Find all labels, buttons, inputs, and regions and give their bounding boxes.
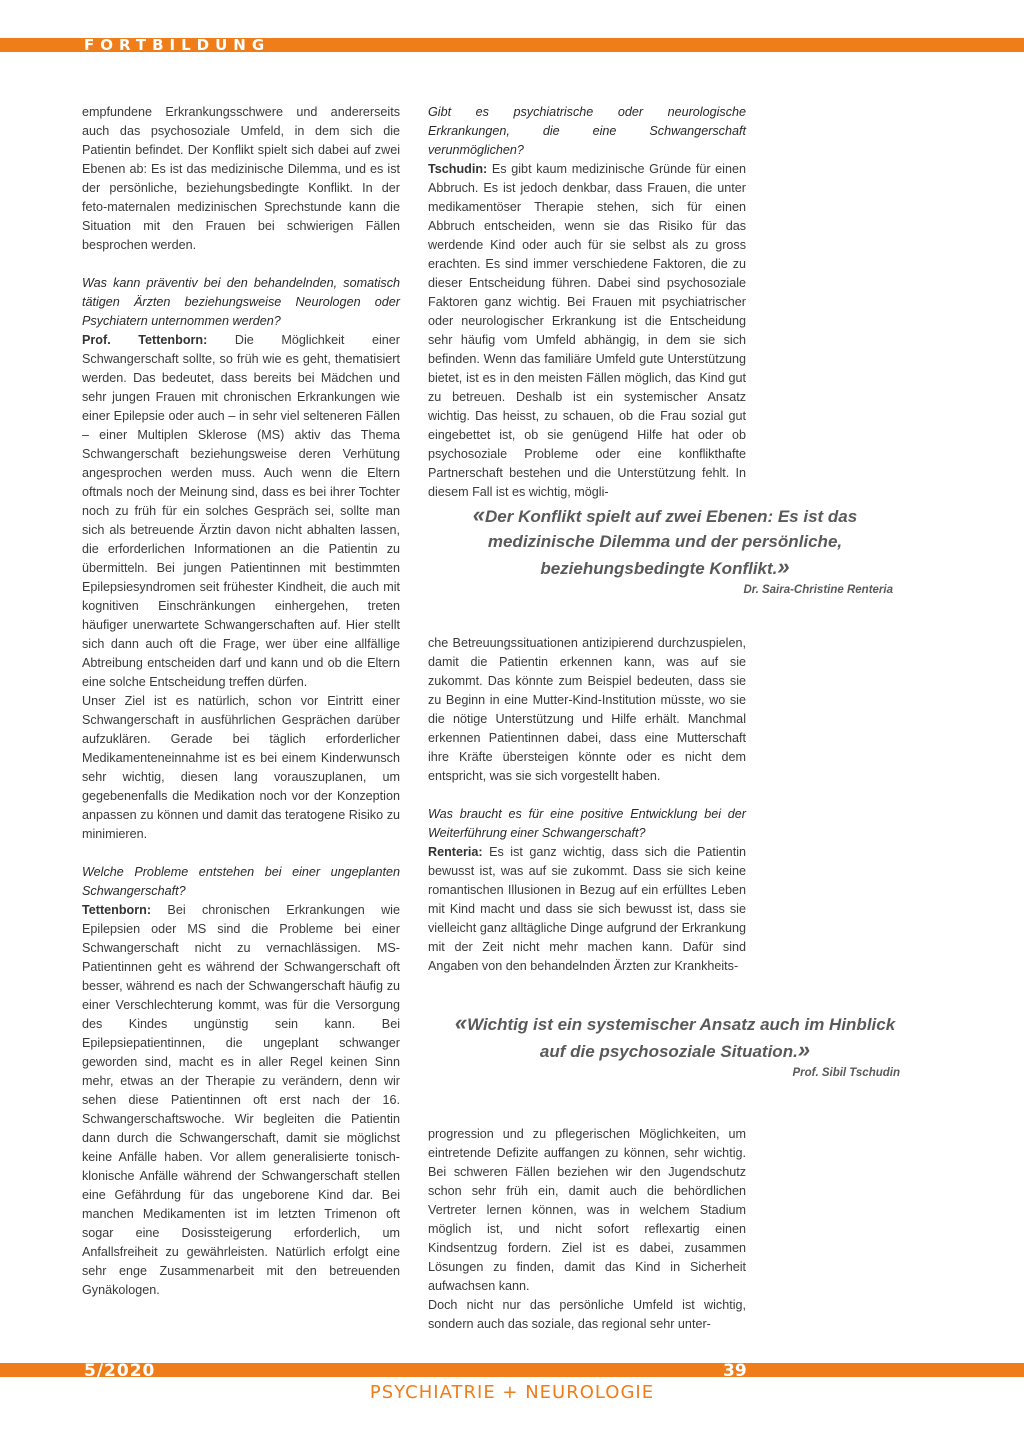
quote-open-mark: « — [472, 502, 486, 527]
journal-name: PSYCHIATRIE + NEUROLOGIE — [369, 1382, 655, 1403]
speaker-label: Prof. Tettenborn: — [82, 333, 208, 347]
right-column-bottom — [428, 1125, 746, 1334]
question-4: Was braucht es für eine positive Entwicklung bei der Weiterführung einer Schwangerschaft? — [428, 807, 746, 840]
pull-quote-2 — [440, 1010, 910, 1064]
answer-1-text: Die Möglichkeit einer Schwangerschaft sollte, so früh wie es geht, thematisiert werden. Das bedeutet, dass bereits bei Mädchen und sehr jungen Frauen mit chronischen Erkrankungen wie einer Epilepsie oder auch – in sehr viel selteneren Fällen – einer Multiplen Sklerose (MS) aktiv das Thema Schwangerschaft beziehungsweise deren Verhütung angesprochen werden muss. Auch wenn die Eltern oftmals noch der Meinung sind, dass es bei ihrer Tochter noch zu früh für ein solches Gespräch sei, sollte man sich als betreuende Ärztin davon nicht abhalten lassen, die erforderlichen Informationen an die Patientin zu übermitteln. Bei jungen Patientinnen mit bestimmten Epilepsiesyndromen seit frühester Kindheit, die auch mit kognitiven Einschränkungen einhergehen, treten häufiger unerwartete Schwangerschaften auf. Hier stellt sich dann auch oft die Frage, wer über eine allfällige Abtreibung entscheiden darf und kann und ob die Eltern eine solche Entscheidung treffen dürfen. — [82, 333, 400, 689]
speaker-label: Tschudin: — [428, 162, 488, 176]
answer-1 — [82, 331, 400, 692]
answer-3 — [428, 160, 746, 502]
answer-4-continued: progression und zu pflegerischen Möglichkeiten, um eintretende Defizite auffangen zu können, sehr wichtig. Bei schweren Fällen beziehen wir den Jugendschutz schon sehr früh ein, damit auch die behördlichen Vertreter lernen können, was in welchem Stadium möglich ist, und nicht sofort reflexartig einen Kindsentzug fordern. Ziel ist es dabei, zusammen Lösungen zu finden, damit das Kind in Sicherheit aufwachsen kann. — [428, 1127, 746, 1293]
question-3: Gibt es psychiatrische oder neurologische Erkrankungen, die eine Schwangerschaft verunmöglichen? — [428, 105, 746, 157]
answer-3-text: Es gibt kaum medizinische Gründe für einen Abbruch. Es ist jedoch denkbar, dass Frauen, die unter medikamentöser Therapie stehen, sich für einen Abbruch entscheiden, wenn sie das Risiko für das werdende Kind oder auch für sie selbst als zu gross erachten. Es sind immer verschiedene Faktoren, die zu dieser Entscheidung führen. Dabei sind psychosoziale Faktoren ganz wichtig. Bei Frauen mit psychiatrischer oder neurologischer Erkrankung ist die Entscheidung sehr häufig vom Umfeld abhängig, in dem sie sich befinden. Wenn das familiäre Umfeld gute Unterstützung bietet, ist es in den meisten Fällen möglich, das Kind gut zu betreuen. Deshalb ist ein systemischer Ansatz wichtig. Das heisst, zu schauen, ob die Frau sozial gut eingebettet ist, ob sie genügend Hilfe hat oder ob psychosoziale Probleme oder eine konflikthafte Partnerschaft bestehen und die Unterstützung fehlt. In diesem Fall ist es wichtig, mögli- — [428, 162, 746, 499]
section-title: FORTBILDUNG — [84, 36, 271, 54]
quote-open-mark: « — [454, 1010, 468, 1035]
left-column — [82, 103, 400, 1300]
answer-4-paragraph-2: Doch nicht nur das persönliche Umfeld ist wichtig, sondern auch das soziale, das regional sehr unter- — [428, 1298, 746, 1331]
answer-1-paragraph-2: Unser Ziel ist es natürlich, schon vor Eintritt einer Schwangerschaft in ausführlichen Gesprächen darüber aufzuklären. Gerade bei täglich erforderlicher Medikamenteneinnahme ist es bei einem Kinderwunsch sehr wichtig, diesen lang vorauszuplanen, um gegebenenfalls die Medikation noch vor der Konzeption anpassen zu können und damit das teratogene Risiko zu minimieren. — [82, 694, 400, 841]
answer-2 — [82, 901, 400, 1300]
speaker-label: Renteria: — [428, 845, 483, 859]
question-2: Welche Probleme entstehen bei einer ungeplanten Schwangerschaft? — [82, 865, 400, 898]
quote-close-mark: » — [797, 1037, 811, 1062]
answer-3-continued: che Betreuungssituationen antizipierend durchzuspielen, damit die Patientin erkennen kann, was auf sie zukommt. Das könnte zum Beispiel bedeuten, dass sie zu Beginn in eine Mutter-Kind-Institution müsste, wo sie die nötige Unterstützung und Hilfe erhält. Manchmal erkennen Patientinnen dabei, dass eine Mutterschaft ihre Kräfte übersteigen könnte oder es nicht dem entspricht, was sie sich vorgestellt haben. — [428, 636, 746, 783]
right-column-middle — [428, 634, 746, 976]
pull-quote-text: Wichtig ist ein systemischer Ansatz auch im Hinblick auf die psychosoziale Situation. — [467, 1015, 896, 1061]
question-1: Was kann präventiv bei den behandelnden, somatisch tätigen Ärzten beziehungsweise Neurologen oder Psychiatern unternommen werden? — [82, 276, 400, 328]
answer-4 — [428, 843, 746, 976]
issue-number: 5/2020 — [84, 1361, 156, 1381]
right-column-top — [428, 103, 746, 502]
page-number: 39 — [723, 1361, 747, 1381]
quote-close-mark: » — [777, 554, 790, 579]
answer-4-text: Es ist ganz wichtig, dass sich die Patientin bewusst ist, was auf sie zukommt. Dass sie sich keine romantischen Illusionen in Bezug auf ein erfülltes Leben mit Kind macht und dass sie sich bewusst ist, dass sie vielleicht ganz alltägliche Dinge aufgrund der Erkrankung mit der Zeit nicht mehr machen kann. Dafür sind Angaben von den behandelnden Ärzten zur Krankheits- — [428, 845, 746, 973]
pull-quote-author: Prof. Sibil Tschudin — [792, 1067, 900, 1079]
speaker-label: Tettenborn: — [82, 903, 152, 917]
answer-2-text: Bei chronischen Erkrankungen wie Epilepsien oder MS sind die Probleme bei einer Schwangerschaft nicht zu vernachlässigen. MS-Patientinnen geht es während der Schwangerschaft oft besser, während es nach der Schwangerschaft häufig zu einer Verschlechterung kommt, was für die Versorgung des Kindes ungünstig sein kann. Bei Epilepsiepatientinnen, die ungeplant schwanger geworden sind, macht es in aller Regel keinen Sinn mehr, etwas an der Therapie zu verändern, denn wir sehen diese Patientinnen oft erst nach der 16. Schwangerschaftswoche. Wir begleiten die Patientin dann durch die Schwangerschaft, damit sie möglichst keine Anfälle haben. Vor allem generalisierte tonisch-klonische Anfälle während der Schwangerschaft stellen eine Gefährdung für das ungeborene Kind dar. Bei manchen Medikamenten ist im letzten Trimenon oft sogar eine Dosissteigerung erforderlich, um Anfallsfreiheit zu gewährleisten. Natürlich erfolgt eine sehr enge Zusammenarbeit mit den betreuenden Gynäkologen. — [82, 903, 400, 1297]
pull-quote-1 — [430, 502, 900, 581]
pull-quote-text: Der Konflikt spielt auf zwei Ebenen: Es ist das medizinische Dilemma und der persönliche, beziehungsbedingte Konflikt. — [485, 507, 858, 578]
intro-paragraph: empfundene Erkrankungsschwere und andererseits auch das psychosoziale Umfeld, in dem sich die Patientin befindet. Der Konflikt spielt sich dabei auf zwei Ebenen ab: Es ist das medizinische Dilemma, und es ist der persönliche, beziehungsbedingte Konflikt. In der feto-maternalen medizinischen Sprechstunde kann die Situation mit den Frauen bei schwierigen Fällen besprochen werden. — [82, 105, 400, 252]
pull-quote-author: Dr. Saira-Christine Renteria — [743, 584, 893, 596]
